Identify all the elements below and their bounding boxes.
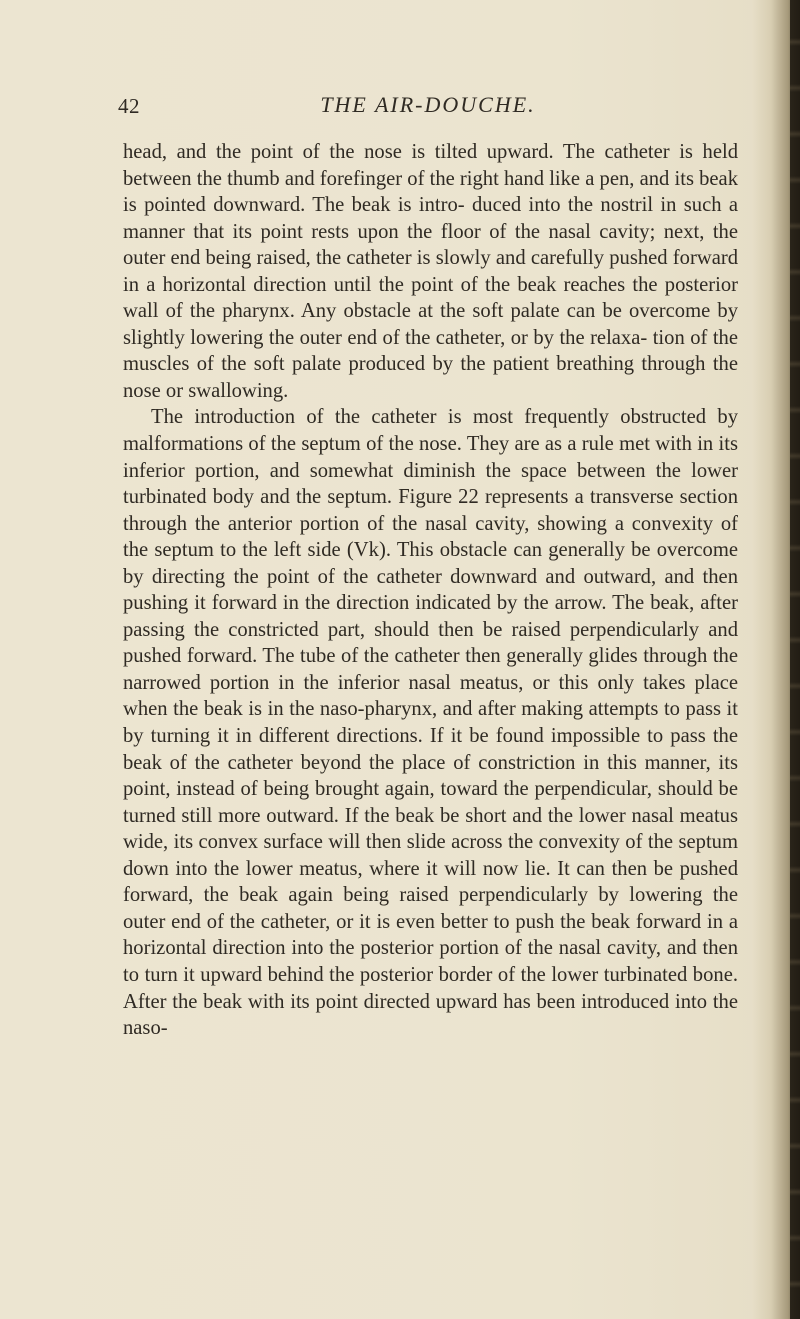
page-number: 42 [118,94,140,118]
running-title: THE AIR-DOUCHE. [320,92,536,117]
paragraph: The introduction of the catheter is most frequently obstructed by malformations of the septum of the nose. They are as a rule met with in its inferior portion, and somewhat diminish the space between the lower turbinated body and the septum. Figure 22 represents a transverse section through the anterior portion of the nasal cavity, showing a convexity of the septum to the left side (Vk). This obstacle can generally be overcome by directing the point of the catheter downward and outward, and then pushing it forward in the direction indicated by the arrow. The beak, after passing the constricted part, should then be raised perpendicularly and pushed forward. The tube of the catheter then generally glides through the narrowed portion in the inferior nasal meatus, or this only takes place when the beak is in the naso-pharynx, and after making attempts to pass it by turning it in different directions. If it be found impossible to pass the beak of the catheter beyond the place of constriction in this manner, its point, instead of being brought again, toward the perpendicular, should be turned still more outward. If the beak be short and the lower nasal meatus wide, its convex surface will then slide across the convexity of the septum down into the lower meatus, where it will now lie. It can then be pushed forward, the beak again being raised perpendicularly by lowering the outer end of the catheter, or it is even better to push the beak forward in a horizontal direction into the posterior portion of the nasal cavity, and then to turn it upward behind the posterior border of the lower turbinated bone. After the beak with its point directed upward has been introduced into the naso- [123,406,738,1040]
paragraph: head, and the point of the nose is tilted upward. The catheter is held between the thumb and forefinger of the right hand like a pen, and its beak is pointed downward. The beak is intro- duced into the nostril in such a manner that its point rests upon the floor of the nasal cavity; next, the outer end being raised, the catheter is slowly and carefully pushed forward in a horizontal direction until the point of the beak reaches the posterior wall of the pharynx. Any obstacle at the soft palate can be overcome by slightly lowering the outer end of the catheter, or by the relaxa- tion of the muscles of the soft palate produced by the patient breathing through the nose or swallowing. [123,141,738,402]
body-text [123,139,738,1042]
binding-edge [790,0,800,1319]
running-head [118,92,738,120]
